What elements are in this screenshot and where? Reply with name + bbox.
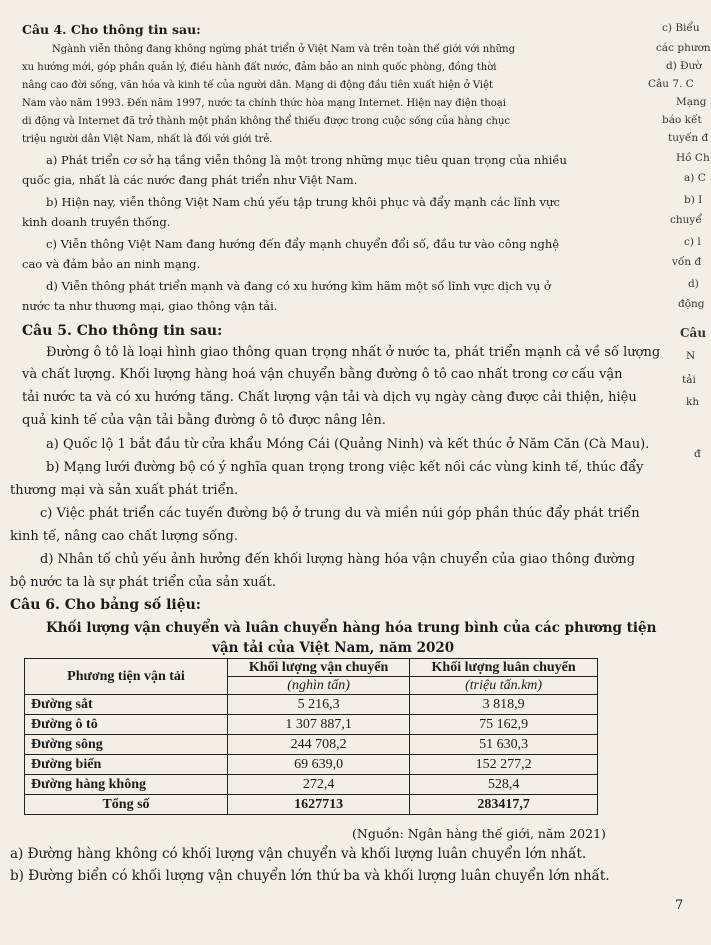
row-circulation-value: 51 630,3: [410, 735, 598, 755]
table-row: [25, 775, 598, 795]
row-total-circulation: 283417,7: [410, 795, 598, 815]
q5-option-a: a) Quốc lộ 1 bắt đầu từ cửa khẩu Móng Cái (Quảng Ninh) và kết thúc ở Năm Căn (Cà Mau).: [46, 437, 650, 452]
margin-fragment: Câu 7. C: [648, 78, 694, 90]
table-row: [25, 715, 598, 735]
table-caption: Khối lượng vận chuyển và luân chuyển hàng hóa trung bình của các phương tiện: [46, 620, 657, 636]
unit-transport: (nghìn tấn): [228, 677, 410, 695]
q4-intro-line: xu hướng mới, góp phần quản lý, điều hành đất nước, đảm bảo an ninh quốc phòng, đồng thời: [22, 62, 497, 73]
row-vehicle-name: Đường biển: [25, 755, 228, 775]
margin-fragment: a) C: [684, 172, 706, 184]
page-number: 7: [675, 898, 684, 913]
transport-table: [24, 658, 598, 815]
row-transport-value: 272,4: [228, 775, 410, 795]
q4-option-a: a) Phát triển cơ sở hạ tầng viễn thông là một trong những mục tiêu quan trọng của nhiều: [46, 153, 567, 167]
row-vehicle-name: Đường hàng không: [25, 775, 228, 795]
margin-fragment: d) Đườ: [666, 60, 702, 72]
q5-option-c-cont: kinh tế, nâng cao chất lượng sống.: [10, 529, 238, 544]
margin-fragment: động: [678, 298, 705, 310]
table-total-row: [25, 795, 598, 815]
row-circulation-value: 75 162,9: [410, 715, 598, 735]
margin-fragment: Mạng: [676, 96, 707, 108]
margin-fragment: b) I: [684, 194, 703, 206]
header-vehicle: Phương tiện vận tải: [25, 659, 228, 695]
margin-fragment: các phươn: [656, 42, 711, 54]
header-transport-volume: Khối lượng vận chuyển: [228, 659, 410, 677]
unit-circulation: (triệu tấn.km): [410, 677, 598, 695]
q5-intro-line: tải nước ta và có xu hướng tăng. Chất lượng vận tải và dịch vụ ngày càng được cải thiện, hiệu: [22, 390, 637, 405]
margin-fragment: c) Biểu: [662, 22, 700, 34]
row-transport-value: 1 307 887,1: [228, 715, 410, 735]
margin-fragment: báo kết: [662, 114, 702, 126]
row-circulation-value: 152 277,2: [410, 755, 598, 775]
table-header-row: [25, 659, 598, 677]
margin-fragment: Hồ Ch: [676, 152, 710, 164]
q5-option-d: d) Nhân tố chủ yếu ảnh hưởng đến khối lượng hàng hóa vận chuyển của giao thông đường: [40, 552, 636, 567]
q5-option-b-cont: thương mại và sản xuất phát triển.: [10, 483, 239, 498]
margin-fragment: Câu: [680, 326, 707, 340]
row-total-transport: 1627713: [228, 795, 410, 815]
margin-fragment: c) l: [684, 236, 701, 248]
margin-fragment: đ: [694, 448, 701, 460]
q4-option-b: b) Hiện nay, viễn thông Việt Nam chú yếu tập trung khôi phục và đẩy mạnh các lĩnh vực: [46, 195, 560, 209]
header-circulation-volume: Khối lượng luân chuyển: [410, 659, 598, 677]
table-row: [25, 755, 598, 775]
q4-option-d-cont: nước ta như thương mại, giao thông vận tải.: [22, 299, 278, 313]
q5-option-d-cont: bộ nước ta là sự phát triển của sản xuất.: [10, 575, 276, 590]
row-circulation-value: 3 818,9: [410, 695, 598, 715]
row-vehicle-name: Đường ô tô: [25, 715, 228, 735]
row-transport-value: 69 639,0: [228, 755, 410, 775]
q6-option-b: b) Đường biển có khối lượng vận chuyển lớn thứ ba và khối lượng luân chuyển lớn nhất.: [10, 868, 610, 884]
q4-option-d: d) Viễn thông phát triển mạnh và đang có xu hướng kìm hãm một số lĩnh vực dịch vụ ở: [46, 279, 551, 293]
q6-option-a: a) Đường hàng không có khối lượng vận chuyển và khối lượng luân chuyển lớn nhất.: [10, 846, 587, 862]
row-total-label: Tổng số: [25, 795, 228, 815]
q5-intro-line: Đường ô tô là loại hình giao thông quan trọng nhất ở nước ta, phát triển mạnh cả về số lượng: [46, 345, 661, 360]
q4-intro-line: Ngành viễn thông đang không ngừng phát triển ở Việt Nam và trên toàn thế giới với những: [52, 44, 515, 55]
q4-intro-line: Nam vào năm 1993. Đến năm 1997, nước ta chính thức hòa mạng Internet. Hiện nay điện thoại: [22, 98, 506, 109]
table-caption: vận tải của Việt Nam, năm 2020: [212, 640, 455, 656]
row-transport-value: 5 216,3: [228, 695, 410, 715]
table-source: (Nguồn: Ngân hàng thế giới, năm 2021): [352, 826, 606, 841]
q4-intro-line: nâng cao đời sống, văn hóa và kinh tế của người dân. Mạng di động đầu tiên xuất hiện ở Việt: [22, 80, 494, 91]
q5-title: Câu 5. Cho thông tin sau:: [22, 323, 223, 339]
q4-title: Câu 4. Cho thông tin sau:: [22, 22, 201, 37]
margin-fragment: kh: [686, 396, 700, 408]
q4-option-c: c) Viễn thông Việt Nam đang hướng đến đẩy mạnh chuyển đổi số, đầu tư vào công nghệ: [46, 237, 560, 251]
table-row: [25, 735, 598, 755]
row-vehicle-name: Đường sông: [25, 735, 228, 755]
q4-option-b-cont: kinh doanh truyền thống.: [22, 215, 171, 229]
q4-option-c-cont: cao và đảm bảo an ninh mạng.: [22, 257, 201, 271]
q5-intro-line: và chất lượng. Khối lượng hàng hoá vận chuyển bằng đường ô tô cao nhất trong cơ cấu vận: [22, 367, 623, 382]
margin-fragment: vốn đ: [672, 256, 702, 268]
margin-fragment: d): [688, 278, 699, 290]
row-transport-value: 244 708,2: [228, 735, 410, 755]
q6-title: Câu 6. Cho bảng số liệu:: [10, 597, 201, 613]
margin-fragment: tuyến đ: [668, 132, 709, 144]
q4-intro-line: di động và Internet đã trở thành một phần không thể thiếu được trong cuộc sống của hàng chục: [22, 116, 511, 127]
q5-option-c: c) Việc phát triển các tuyến đường bộ ở trung du và miền núi góp phần thúc đẩy phát triển: [40, 506, 640, 521]
margin-fragment: chuyể: [670, 214, 702, 226]
margin-fragment: N: [686, 350, 696, 362]
row-circulation-value: 528,4: [410, 775, 598, 795]
row-vehicle-name: Đường sắt: [25, 695, 228, 715]
margin-fragment: tải: [682, 374, 696, 386]
q4-option-a-cont: quốc gia, nhất là các nước đang phát triển như Việt Nam.: [22, 173, 358, 187]
q5-intro-line: quả kinh tế của vận tải bằng đường ô tô được nâng lên.: [22, 413, 386, 428]
table-row: [25, 695, 598, 715]
q4-intro-line: triệu người dân Việt Nam, nhất là đối với giới trẻ.: [22, 134, 273, 145]
q5-option-b: b) Mạng lưới đường bộ có ý nghĩa quan trọng trong việc kết nối các vùng kinh tế, thúc đẩy: [46, 460, 644, 475]
